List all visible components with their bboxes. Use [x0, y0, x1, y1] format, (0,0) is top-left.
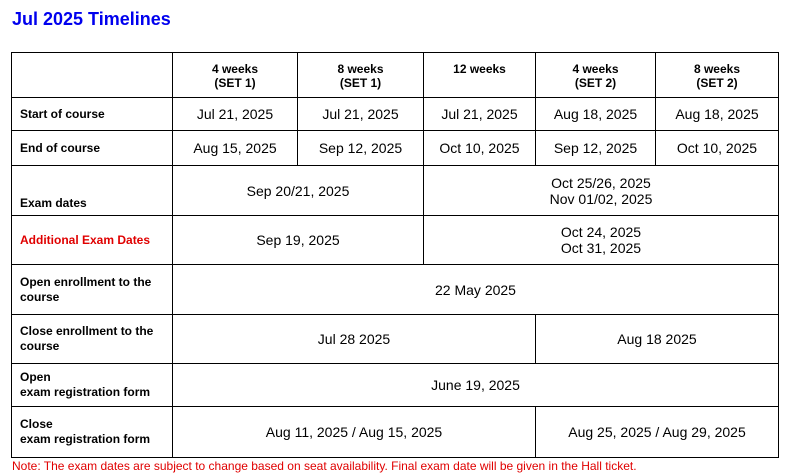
cell-start-8w-set1: Jul 21, 2025: [298, 98, 424, 131]
column-header-line1: 8 weeks: [693, 62, 741, 76]
row-exam-dates: [12, 166, 779, 216]
column-header-line1: 8 weeks: [337, 62, 384, 76]
additional-date-line2: Oct 31, 2025: [560, 240, 642, 256]
column-header-8w-set2: [656, 53, 779, 98]
exam-date-line1: Oct 25/26, 2025: [551, 174, 651, 191]
column-header-line1: 4 weeks: [572, 62, 619, 76]
row-open-enrollment: [12, 265, 779, 315]
timelines-table: [11, 52, 779, 458]
row-open-registration: [12, 364, 779, 407]
cell-exam-dates-set1: Sep 20/21, 2025: [173, 166, 424, 216]
footnote: Note: The exam dates are subject to change based on seat availability. Final exam date will be given in the Hall ticket.: [12, 459, 637, 473]
additional-date-line1: Oct 24, 2025: [560, 224, 642, 240]
row-label-close-enrollment: [12, 315, 173, 364]
column-header-line1: 4 weeks: [211, 62, 259, 76]
cell-end-4w-set2: Sep 12, 2025: [536, 131, 656, 166]
row-start-of-course: [12, 98, 779, 131]
label-line2: course: [20, 289, 60, 304]
cell-open-enrollment: 22 May 2025: [173, 265, 779, 315]
cell-close-registration-a: Aug 11, 2025 / Aug 15, 2025: [173, 407, 536, 458]
label-line1: Close: [20, 417, 53, 431]
cell-end-4w-set1: Aug 15, 2025: [173, 131, 298, 166]
cell-start-4w-set2: Aug 18, 2025: [536, 98, 656, 131]
column-header-line2: (SET 2): [574, 76, 617, 90]
column-header-8w-set1: [298, 53, 424, 98]
column-header-line1: 12 weeks: [453, 62, 506, 76]
cell-exam-dates-set2: [424, 166, 779, 216]
label-line2: exam registration form: [20, 432, 151, 446]
row-additional-exam-dates: [12, 216, 779, 265]
cell-open-registration: June 19, 2025: [173, 364, 779, 407]
label-line1: Open: [20, 370, 51, 384]
column-header-12w: [424, 53, 536, 98]
cell-end-8w-set1: Sep 12, 2025: [298, 131, 424, 166]
cell-end-12w: Oct 10, 2025: [424, 131, 536, 166]
cell-end-8w-set2: Oct 10, 2025: [656, 131, 779, 166]
exam-date-line2: Nov 01/02, 2025: [549, 190, 653, 207]
row-label-close-registration: [12, 407, 173, 458]
row-label-open-registration: [12, 364, 173, 407]
label-line1: Close enrollment to the: [20, 324, 154, 338]
cell-start-4w-set1: Jul 21, 2025: [173, 98, 298, 131]
header-row: [12, 53, 779, 98]
row-label-open-enrollment: [12, 265, 173, 315]
cell-close-enrollment-b: Aug 18 2025: [536, 315, 779, 364]
column-header-line2: (SET 1): [339, 76, 382, 90]
column-header-4w-set2: [536, 53, 656, 98]
row-close-registration: [12, 407, 779, 458]
row-close-enrollment: [12, 315, 779, 364]
cell-start-12w: Jul 21, 2025: [424, 98, 536, 131]
cell-additional-set1: Sep 19, 2025: [173, 216, 424, 265]
page-title: Jul 2025 Timelines: [12, 9, 171, 29]
label-line2: exam registration form: [20, 385, 151, 399]
cell-additional-set2: [424, 216, 779, 265]
column-header-line2: (SET 2): [696, 76, 738, 90]
cell-close-enrollment-a: Jul 28 2025: [173, 315, 536, 364]
header-corner-cell: [12, 53, 173, 98]
label-line2: course: [20, 339, 60, 353]
row-label-additional-exam-dates: Additional Exam Dates: [12, 216, 173, 265]
cell-close-registration-b: Aug 25, 2025 / Aug 29, 2025: [536, 407, 779, 458]
row-end-of-course: [12, 131, 779, 166]
label-line1: Open enrollment to the: [20, 274, 152, 289]
column-header-line2: (SET 1): [214, 76, 256, 90]
row-label-end-of-course: End of course: [12, 131, 173, 166]
row-label-exam-dates: Exam dates: [12, 166, 173, 216]
column-header-4w-set1: [173, 53, 298, 98]
cell-start-8w-set2: Aug 18, 2025: [656, 98, 779, 131]
row-label-start-of-course: Start of course: [12, 98, 173, 131]
